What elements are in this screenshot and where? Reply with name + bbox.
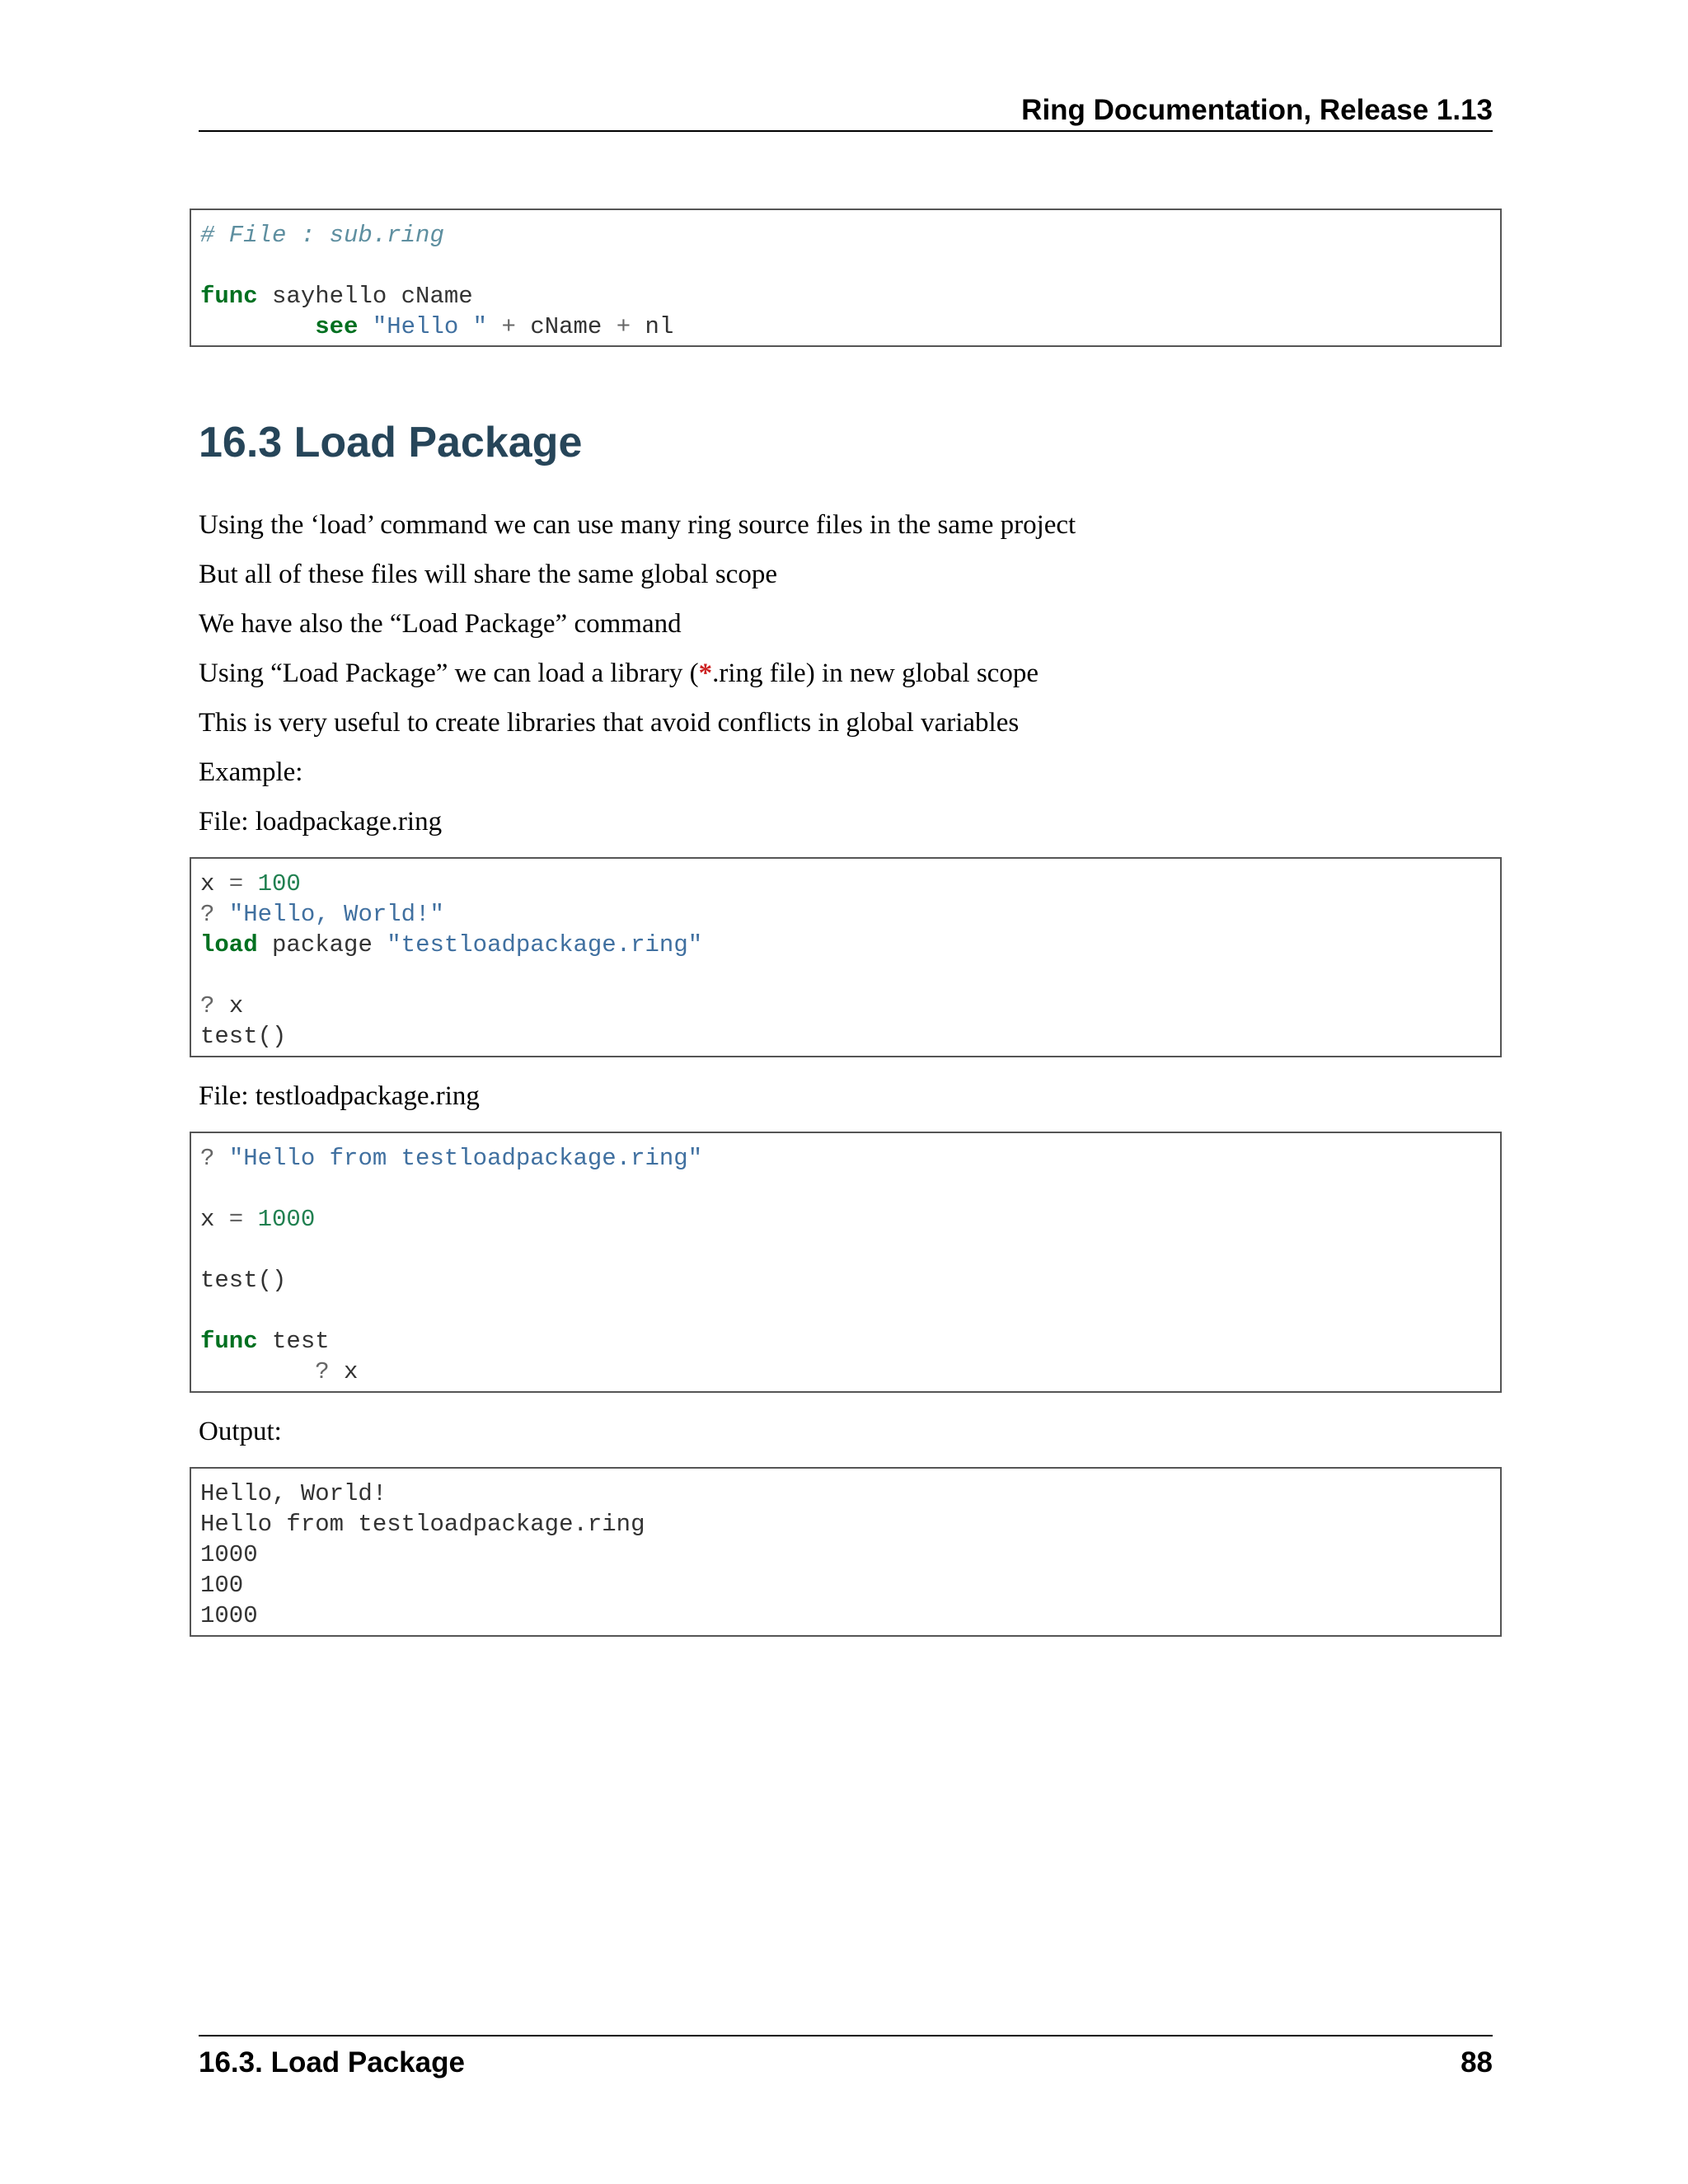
code-number: 100: [257, 870, 301, 898]
asterisk-glyph: *: [698, 658, 713, 688]
code-keyword: see: [315, 313, 359, 340]
code-comment: # File : sub.ring: [200, 222, 444, 249]
page-number: 88: [1461, 2046, 1493, 2079]
code-line: ? x: [315, 1358, 359, 1385]
header-title: Ring Documentation, Release 1.13: [1021, 94, 1493, 126]
paragraph: Output:: [199, 1417, 282, 1446]
footer-section: 16.3. Load Package: [199, 2046, 465, 2079]
code-string: "Hello, World!": [228, 901, 444, 928]
code-line: test(): [200, 1023, 287, 1050]
output-line: 1000: [200, 1541, 258, 1568]
code-number: 1000: [257, 1206, 316, 1233]
code-keyword: func: [200, 1328, 258, 1355]
code-line: ? "Hello, World!": [200, 901, 444, 928]
running-header: [199, 91, 1493, 132]
code-line: func sayhello cName: [200, 283, 473, 310]
section-heading: 16.3 Load Package: [199, 419, 583, 466]
code-block-sub-ring: [190, 209, 1502, 347]
paragraph: File: loadpackage.ring: [199, 807, 443, 837]
code-block-output: [190, 1467, 1502, 1637]
output-line: Hello, World!: [200, 1480, 387, 1507]
code-string: "Hello from testloadpackage.ring": [228, 1145, 703, 1172]
paragraph: But all of these files will share the same global scope: [199, 560, 777, 589]
code-block-testloadpackage: [190, 1132, 1502, 1393]
paragraph: Using the ‘load’ command we can use many ring source files in the same project: [199, 510, 1076, 540]
code-line-blank: [200, 1174, 1500, 1204]
code-line: func test: [200, 1328, 330, 1355]
output-line: 100: [200, 1572, 244, 1599]
code-keyword: func: [200, 283, 258, 310]
code-line-blank: [200, 1235, 1500, 1265]
code-line: x = 100: [200, 870, 301, 898]
code-line: x = 1000: [200, 1206, 316, 1233]
code-line: see "Hello " + cName + nl: [315, 313, 674, 340]
running-footer: [199, 2035, 1493, 2083]
code-line: [200, 220, 1500, 251]
code-string: "Hello ": [372, 313, 488, 340]
code-line: test(): [200, 1267, 287, 1294]
code-line-blank: [200, 251, 1500, 281]
output-line: 1000: [200, 1602, 258, 1629]
paragraph: Example:: [199, 757, 303, 787]
code-line: load package "testloadpackage.ring": [200, 931, 703, 958]
code-keyword: load: [200, 931, 258, 958]
paragraph: File: testloadpackage.ring: [199, 1081, 480, 1111]
code-line-blank: [200, 960, 1500, 991]
code-line: ? "Hello from testloadpackage.ring": [200, 1145, 703, 1172]
code-block-loadpackage: [190, 857, 1502, 1057]
code-line-blank: [200, 1296, 1500, 1326]
code-line: ? x: [200, 992, 244, 1019]
paragraph: Using “Load Package” we can load a library (*.ring file) in new global scope: [199, 658, 1039, 688]
code-string: "testloadpackage.ring": [387, 931, 703, 958]
paragraph: This is very useful to create libraries that avoid conflicts in global variables: [199, 708, 1020, 738]
paragraph: We have also the “Load Package” command: [199, 609, 682, 639]
output-line: Hello from testloadpackage.ring: [200, 1511, 645, 1538]
